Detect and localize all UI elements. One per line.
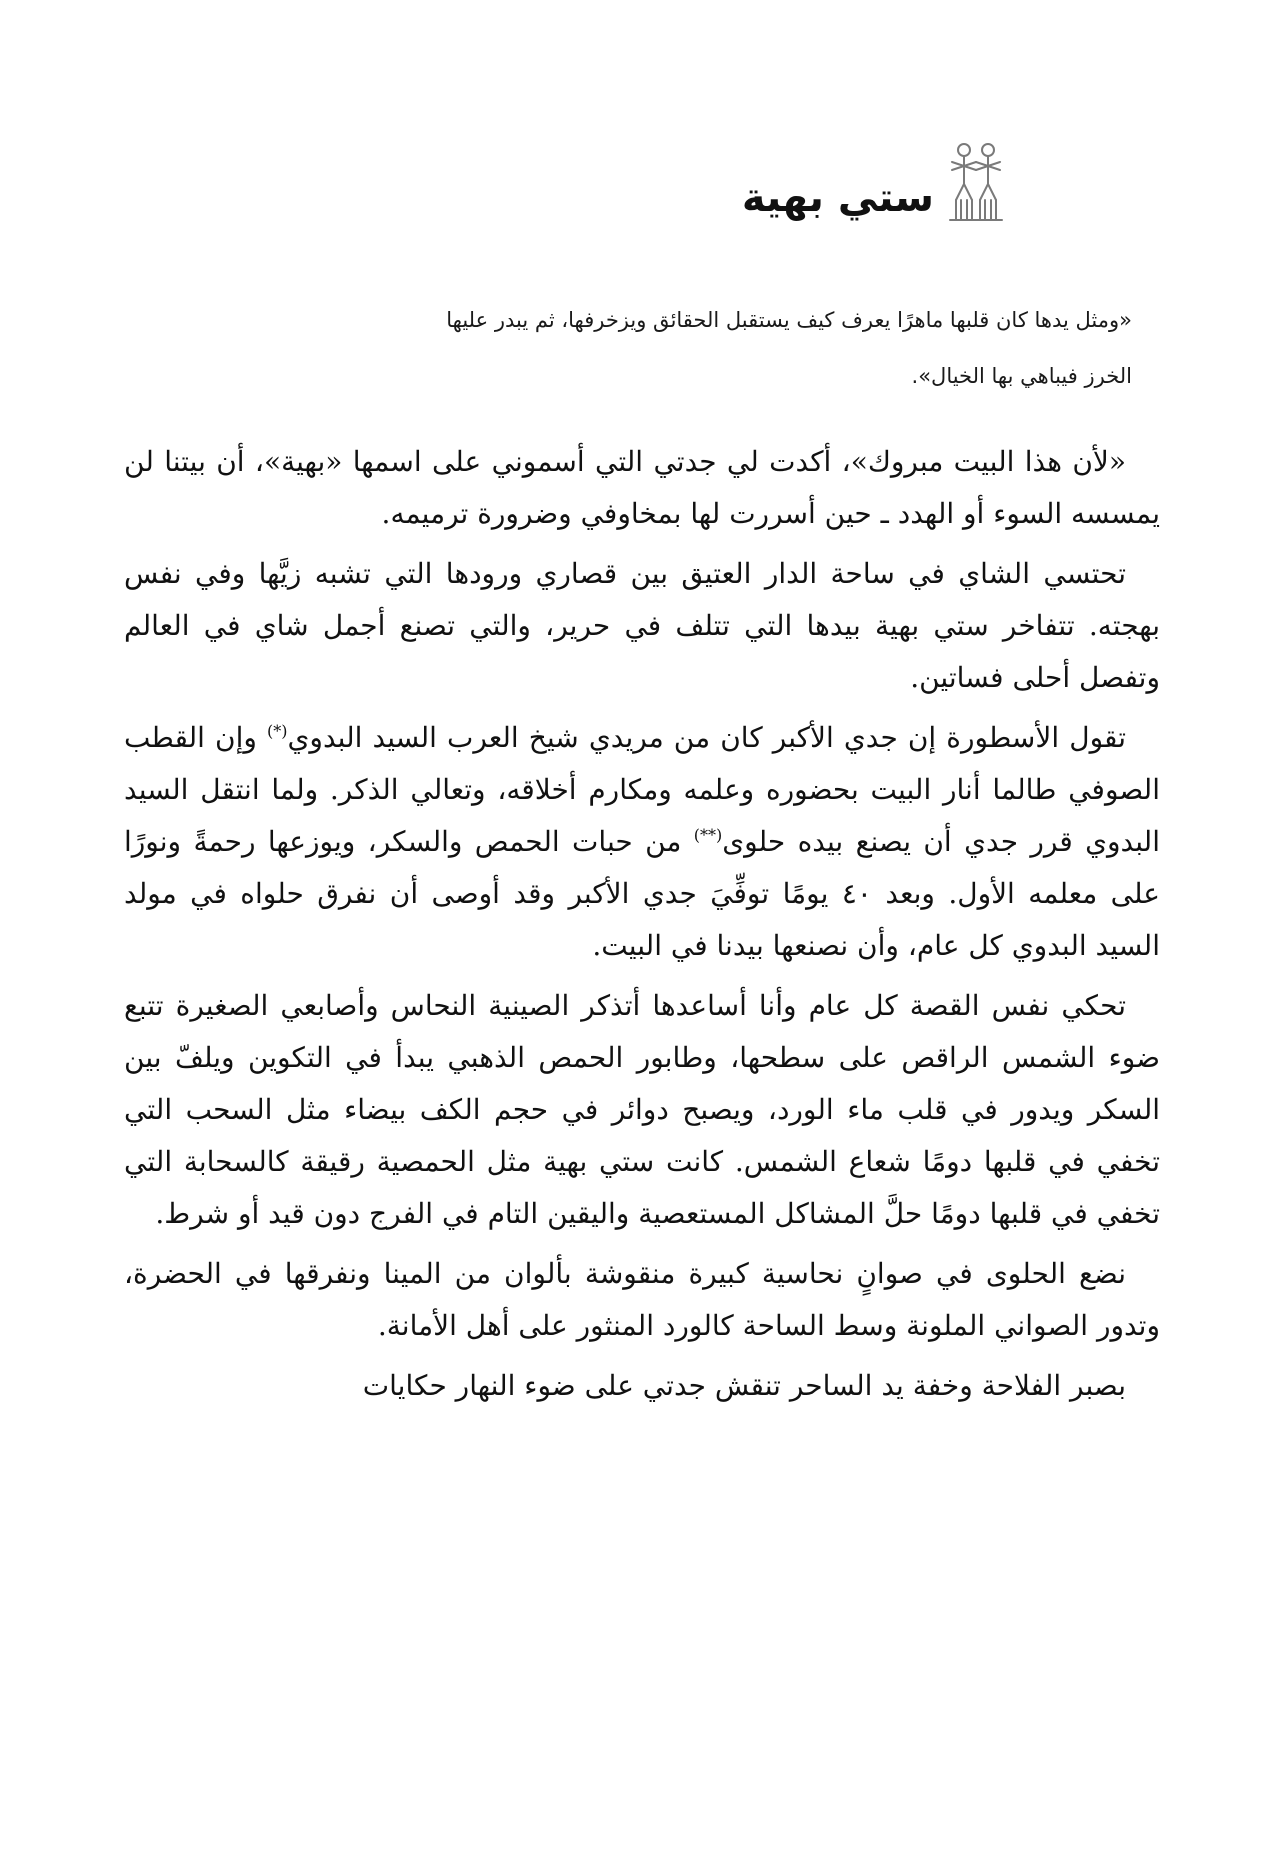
paragraph: تحتسي الشاي في ساحة الدار العتيق بين قصاري ورودها التي تشبه زيَّها وفي نفس بهجته. تتفاخر ستي بهية بيدها التي تتلف في حرير، والتي تصنع أجمل شاي في العالم وتفصل أحلى فساتين.	[124, 557, 1160, 694]
paragraph: نضع الحلوى في صوانٍ نحاسية كبيرة منقوشة بألوان من المينا ونفرقها في الحضرة، وتدور الصواني الملونة وسط الساحة كالورد المنثور على أهل الأمانة.	[124, 1257, 1160, 1342]
epigraph-line: «ومثل يدها كان قلبها ماهرًا يعرف كيف يستقبل الحقائق ويزخرفها، ثم يبدر عليها	[446, 308, 1132, 332]
two-figures-logo-icon	[944, 140, 1008, 224]
paragraph: تحكي نفس القصة كل عام وأنا أساعدها أتذكر الصينية النحاس وأصابعي الصغيرة تتبع ضوء الشمس الراقص على سطحها، وطابور الحمص الذهبي يبدأ في التكوين ويلفّ بين السكر ويدور في قلب ماء الورد، ويصبح دوائر في حجم الكف بيضاء مثل السحب التي تخفي في قلبها دومًا شعاع الشمس. كانت ستي بهية مثل الحمصية رقيقة كالسحابة التي تخفي في قلبها دومًا حلَّ المشاكل المستعصية واليقين التام في الفرج دون قيد أو شرط.	[124, 989, 1160, 1230]
footnote-marker: (*)	[267, 721, 288, 741]
paragraph	[124, 712, 1160, 972]
epigraph	[172, 292, 1132, 404]
paragraph: بصبر الفلاحة وخفة يد الساحر تنقش جدتي على ضوء النهار حكايات	[362, 1369, 1126, 1402]
epigraph-line: الخرز فيباهي بها الخيال».	[911, 364, 1132, 388]
paragraph: «لأن هذا البيت مبروك»، أكدت لي جدتي التي أسموني على اسمها «بهية»، أن بيتنا لن يمسسه السوء أو الهدد ـ حين أسررت لها بمخاوفي وضرورة ترميمه.	[124, 445, 1160, 530]
chapter-body	[124, 436, 1160, 1412]
paragraph-text: وإن القطب الصوفي طالما أنار البيت بحضوره وعلمه ومكارم أخلاقه، وتعالي الذكر. ولما انتقل السيد البدوي قرر جدي أن يصنع بيده حلوى	[124, 721, 1160, 858]
footnote-marker: (**)	[693, 825, 723, 845]
paragraph-text: تقول الأسطورة إن جدي الأكبر كان من مريدي شيخ العرب السيد البدوي	[287, 721, 1126, 754]
chapter-header	[742, 140, 1008, 224]
paragraph-text: من حبات الحمص والسكر، ويوزعها رحمةً ونورًا على معلمه الأول. وبعد ٤٠ يومًا توفِّيَ جدي الأكبر وقد أوصى أن نفرق حلواه في مولد السيد البدوي كل عام، وأن نصنعها بيدنا في البيت.	[124, 825, 1160, 962]
chapter-title: ستي بهية	[741, 175, 934, 221]
